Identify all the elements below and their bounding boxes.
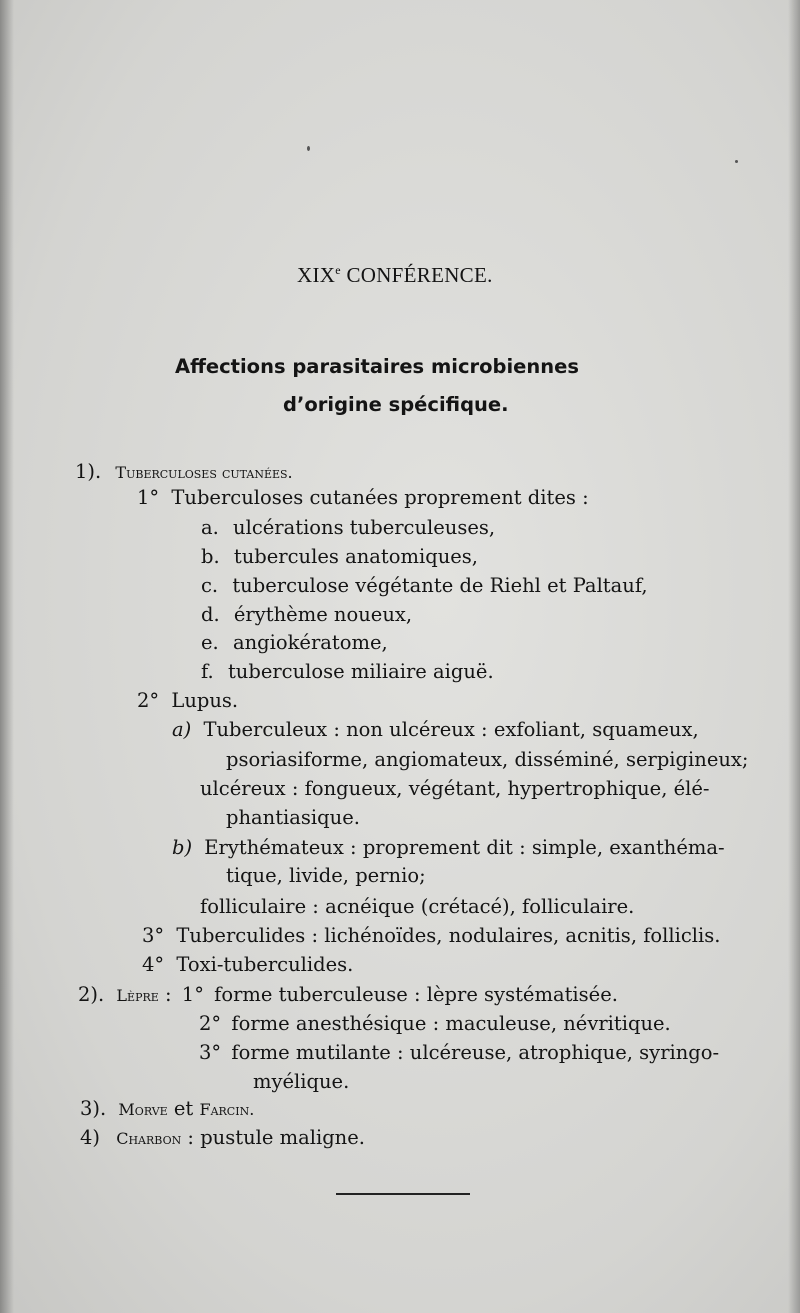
sub-item-text: érythème noueux,	[233, 603, 413, 626]
lupus-b-line-1	[172, 836, 725, 860]
item-text: Tuberculides : lichénoïdes, nodulaires, acnitis, folliclis.	[176, 924, 721, 947]
sub-item-text: tubercules anatomiques,	[233, 545, 478, 568]
lupus-a-line-4: phantiasique.	[226, 806, 360, 829]
sub-item-letter: b.	[201, 545, 220, 568]
item-text: forme mutilante : ulcéreuse, atrophique, syringo-	[231, 1041, 720, 1064]
item-1-3	[142, 924, 720, 948]
sub-item-text: tuberculose végétante de Riehl et Paltauf,	[232, 574, 648, 597]
section-2-colon: :	[165, 983, 172, 1006]
item-number: 2°	[199, 1012, 222, 1035]
item-number: 4°	[142, 953, 165, 976]
section-3-et: et	[173, 1097, 194, 1120]
page-edge-shadow-left	[0, 0, 14, 1313]
item-text: Lupus.	[171, 689, 239, 712]
section-2-heading	[78, 983, 618, 1008]
conference-heading	[297, 258, 493, 287]
sub-item-f	[201, 660, 494, 684]
sub-item-letter: f.	[201, 660, 214, 683]
item-1-4	[142, 953, 353, 977]
lepre-form-3	[199, 1041, 719, 1065]
section-1-heading	[75, 460, 293, 485]
sub-item-b	[201, 545, 478, 569]
title-line-2: d’origine spécifique.	[283, 393, 509, 416]
conference-number-suffix: e	[335, 263, 341, 277]
title-line-1: Affections parasitaires microbiennes	[175, 355, 579, 378]
sub-item-a	[201, 516, 495, 540]
item-number: 1°	[181, 983, 204, 1006]
ink-speck	[735, 160, 738, 163]
lepre-form-2	[199, 1012, 671, 1036]
item-text: Tuberculoses cutanées proprement dites :	[171, 486, 589, 509]
section-3-title-2: Farcin.	[199, 1100, 255, 1119]
lepre-form-3-line-2: myélique.	[253, 1070, 350, 1093]
item-number: 2°	[137, 689, 160, 712]
item-number: 3°	[142, 924, 165, 947]
lupus-a-line-3: ulcéreux : fongueux, végétant, hypertrophique, élé-	[200, 777, 710, 800]
sub-item-letter: a.	[201, 516, 219, 539]
item-text: forme anesthésique : maculeuse, névritique.	[231, 1012, 671, 1035]
lupus-text: Erythémateux : proprement dit : simple, exanthéma-	[204, 836, 725, 859]
sub-item-c	[201, 574, 648, 598]
section-2-title: Lèpre	[116, 986, 159, 1005]
section-4-text: : pustule maligne.	[187, 1126, 365, 1149]
page-edge-shadow-right	[788, 0, 800, 1313]
section-3-number: 3).	[80, 1097, 107, 1120]
lupus-letter: a)	[172, 718, 192, 741]
item-number: 1°	[137, 486, 160, 509]
sub-item-d	[201, 603, 412, 627]
item-1-2	[137, 689, 238, 713]
sub-item-letter: c.	[201, 574, 219, 597]
sub-item-text: ulcérations tuberculeuses,	[233, 516, 496, 539]
sub-item-e	[201, 631, 388, 655]
conference-number: XIX	[297, 263, 336, 287]
sub-item-text: angiokératome,	[232, 631, 388, 654]
lupus-a-line-1	[172, 718, 699, 742]
section-1-number: 1).	[75, 460, 102, 483]
ink-speck	[307, 146, 310, 151]
lupus-b-line-2: tique, livide, pernio;	[226, 864, 426, 887]
lupus-letter: b)	[172, 836, 193, 859]
section-3-heading	[80, 1097, 254, 1122]
item-1-1	[137, 486, 589, 510]
item-number: 3°	[199, 1041, 222, 1064]
lupus-b-line-3: folliculaire : acnéique (crétacé), folliculaire.	[200, 895, 635, 918]
sub-item-text: tuberculose miliaire aiguë.	[227, 660, 494, 683]
section-1-title: Tuberculoses cutanées.	[115, 463, 293, 482]
section-2-number: 2).	[78, 983, 105, 1006]
item-text: forme tuberculeuse : lèpre systématisée.	[214, 983, 618, 1006]
section-4-heading	[80, 1126, 365, 1151]
sub-item-letter: e.	[201, 631, 219, 654]
lupus-text: Tuberculeux : non ulcéreux : exfoliant, squameux,	[203, 718, 699, 741]
conference-word: CONFÉRENCE.	[346, 263, 493, 287]
lupus-a-line-2: psoriasiforme, angiomateux, disséminé, serpigineux;	[226, 748, 749, 771]
section-3-title-1: Morve	[118, 1100, 168, 1119]
sub-item-letter: d.	[201, 603, 220, 626]
section-4-number: 4)	[80, 1126, 101, 1149]
closing-rule	[336, 1193, 470, 1195]
item-text: Toxi-tuberculides.	[176, 953, 354, 976]
section-4-title: Charbon	[116, 1129, 182, 1148]
